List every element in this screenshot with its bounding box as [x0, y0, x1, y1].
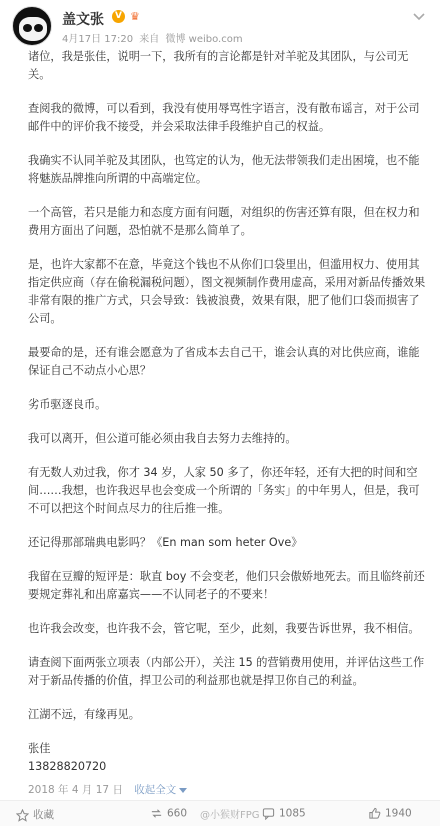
post-paragraph: 我确实不认同羊驼及其团队，也笃定的认为，他无法带领我们走出困境，也不能将魅族品牌推向所谓的中高端定位。	[28, 154, 420, 185]
post-paragraph: 一个高管，若只是能力和态度方面有问题，对组织的伤害还算有限，但在权力和费用方面出了问题，恐怕就不是那么简单了。	[28, 206, 420, 237]
thumbs-up-icon	[368, 807, 381, 820]
signature-name: 张佳	[28, 742, 51, 755]
post-paragraph: 最要命的是，还有谁会愿意为了省成本去自己干，谁会认真的对比供应商，谁能保证自己不动点小心思？	[28, 346, 420, 377]
post-footer	[28, 782, 187, 797]
username[interactable]: 盖文张	[62, 12, 104, 28]
post-paragraph: 也许我会改变，也许我不会，管它呢，至少，此刻，我要告诉世界，我不相信。	[28, 622, 420, 635]
post-source[interactable]: 微博 weibo.com	[165, 34, 243, 45]
signature-phone: 13828820720	[28, 760, 107, 773]
avatar-eye-left	[23, 24, 32, 32]
post-meta	[62, 30, 246, 45]
post-from-label: 来自	[139, 34, 160, 45]
post-paragraph: 查阅我的微博，可以看到，我没有使用辱骂性字语言，没有散布谣言，对于公司邮件中的评价我不接受，并会采取法律手段维护自己的权益。	[28, 102, 420, 133]
comment-icon	[262, 807, 275, 820]
avatar-eye-right	[34, 24, 43, 32]
comment-button[interactable]	[262, 807, 306, 820]
post-paragraph: 请查阅下面两张立项表（内部公开），关注 15 的营销费用使用，并评估这些工作对于新品传播的价值，捍卫公司的利益那也就是捍卫你自己的利益。	[28, 656, 425, 687]
repost-icon	[150, 807, 163, 820]
favorite-button[interactable]	[16, 807, 54, 822]
member-crown-icon: ♛	[130, 10, 140, 23]
post-paragraph: 我可以离开，但公道可能必须由我自去努力去维持的。	[28, 432, 297, 445]
collapse-label: 收起全文	[134, 784, 177, 796]
like-button[interactable]	[368, 807, 412, 820]
post-paragraph: 江湖不远，有缘再见。	[28, 708, 140, 721]
verified-badge-icon: V	[112, 10, 125, 23]
post-paragraph: 劣币驱逐良币。	[28, 398, 107, 411]
post-paragraph: 是，也许大家都不在意，毕竟这个钱也不从你们口袋里出，但滥用权力、使用其指定供应商（存在偷税漏税问题），图文视频制作费用虚高，采用对新品传播效果非常有限的推广方式，只会导致：钱被浪费，效果有限，肥了他们口袋而损害了公司。	[28, 258, 426, 325]
favorite-label: 收藏	[33, 809, 54, 821]
repost-button[interactable]	[150, 807, 187, 820]
post-paragraph: 有无数人劝过我，你才 34 岁，人家 50 多了，你还年轻，还有大把的时间和空间……我想，也许我迟早也会变成一个所谓的「务实」的中年男人，但是，我可不可以把这个时间点尽力的往后推一推。	[28, 466, 420, 515]
post-paragraph: 还记得那部瑞典电影吗？《En man som heter Ove》	[28, 536, 303, 549]
collapse-text-button[interactable]	[134, 784, 187, 796]
post-paragraph: 诸位，我是张佳，说明一下，我所有的言论都是针对羊驼及其团队，与公司无关。	[28, 50, 409, 81]
comment-count: 1085	[279, 807, 306, 820]
post-paragraph: 我留在豆瓣的短评是：耿直 boy 不会变老，他们只会傲娇地死去。而且临终前还要规定葬礼和出席嘉宾——不认同老子的不要来！	[28, 570, 425, 601]
repost-count: 660	[167, 807, 188, 820]
post-full-date: 2018 年 4 月 17 日	[28, 784, 123, 796]
star-icon	[16, 809, 29, 822]
like-count: 1940	[385, 807, 412, 820]
collapse-arrow-icon	[179, 788, 187, 793]
avatar[interactable]	[12, 6, 52, 46]
post-date: 4月17日 17:20	[62, 34, 134, 45]
chevron-down-icon[interactable]	[412, 12, 426, 22]
watermark: @小猴财FPG	[200, 810, 260, 821]
post-body	[28, 48, 426, 776]
